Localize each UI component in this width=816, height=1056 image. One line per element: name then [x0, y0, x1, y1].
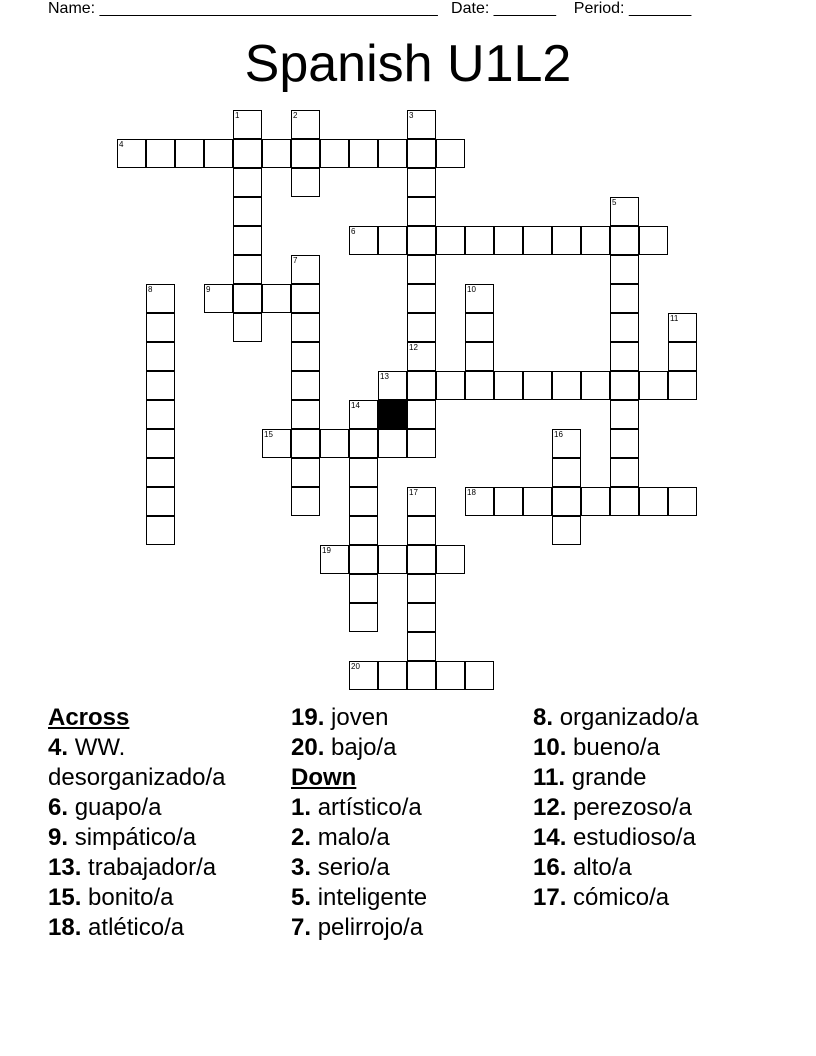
grid-cell[interactable] [407, 284, 436, 313]
clues-column-1 [48, 703, 298, 943]
grid-cell[interactable] [204, 139, 233, 168]
grid-cell[interactable] [581, 371, 610, 400]
grid-cell[interactable] [610, 400, 639, 429]
grid-cell[interactable] [146, 458, 175, 487]
clue-across-18: 18. atlético/a [48, 914, 185, 941]
cell-number: 17 [409, 488, 418, 497]
cell-number: 16 [554, 430, 563, 439]
grid-cell[interactable] [407, 603, 436, 632]
grid-cell[interactable] [523, 226, 552, 255]
clue-down-2: 2. malo/a [291, 824, 390, 851]
black-cell [378, 400, 407, 429]
grid-cell[interactable] [291, 487, 320, 516]
grid-cell[interactable] [610, 371, 639, 400]
grid-cell[interactable] [233, 110, 262, 139]
grid-cell[interactable] [146, 313, 175, 342]
grid-cell[interactable] [465, 487, 494, 516]
grid-cell[interactable] [407, 226, 436, 255]
grid-cell[interactable] [465, 226, 494, 255]
grid-cell[interactable] [291, 110, 320, 139]
grid-cell[interactable] [436, 226, 465, 255]
grid-cell[interactable] [668, 313, 697, 342]
grid-cell[interactable] [291, 342, 320, 371]
grid-cell[interactable] [581, 487, 610, 516]
grid-cell[interactable] [610, 458, 639, 487]
grid-cell[interactable] [146, 284, 175, 313]
clues-column-2 [291, 703, 541, 943]
grid-cell[interactable] [494, 371, 523, 400]
clue-across-15: 15. bonito/a [48, 884, 174, 911]
grid-cell[interactable] [233, 197, 262, 226]
clue-down-10: 10. bueno/a [533, 734, 660, 761]
cell-number: 12 [409, 343, 418, 352]
clue-down-7: 7. pelirrojo/a [291, 914, 424, 941]
grid-cell[interactable] [407, 168, 436, 197]
grid-cell[interactable] [349, 516, 378, 545]
clue-across-4: 4. WW. desorganizado/a [48, 734, 226, 791]
grid-cell[interactable] [407, 429, 436, 458]
grid-cell[interactable] [146, 429, 175, 458]
grid-cell[interactable] [465, 284, 494, 313]
across-heading: Across [48, 704, 130, 731]
grid-cell[interactable] [610, 197, 639, 226]
clue-across-6: 6. guapo/a [48, 794, 162, 821]
grid-cell[interactable] [204, 284, 233, 313]
grid-cell[interactable] [465, 342, 494, 371]
grid-cell[interactable] [494, 226, 523, 255]
cell-number: 6 [351, 227, 356, 236]
grid-cell[interactable] [407, 197, 436, 226]
grid-cell[interactable] [146, 487, 175, 516]
grid-cell[interactable] [436, 139, 465, 168]
grid-cell[interactable] [407, 371, 436, 400]
grid-cell[interactable] [436, 661, 465, 690]
grid-cell[interactable] [378, 661, 407, 690]
clue-down-1: 1. artístico/a [291, 794, 422, 821]
clue-down-3: 3. serio/a [291, 854, 390, 881]
cell-number: 14 [351, 401, 360, 410]
clue-down-8: 8. organizado/a [533, 704, 699, 731]
name-date-period-line: Name: ______________________________________ Date: _______ Period: _______ [48, 0, 692, 17]
cell-number: 5 [612, 198, 617, 207]
grid-cell[interactable] [407, 110, 436, 139]
grid-cell[interactable] [291, 400, 320, 429]
grid-cell[interactable] [552, 458, 581, 487]
grid-cell[interactable] [668, 371, 697, 400]
cell-number: 20 [351, 662, 360, 671]
grid-cell[interactable] [349, 458, 378, 487]
clue-down-12: 12. perezoso/a [533, 794, 692, 821]
grid-cell[interactable] [320, 139, 349, 168]
grid-cell[interactable] [465, 313, 494, 342]
grid-cell[interactable] [291, 284, 320, 313]
grid-cell[interactable] [262, 139, 291, 168]
grid-cell[interactable] [552, 487, 581, 516]
grid-cell[interactable] [552, 226, 581, 255]
grid-cell[interactable] [146, 342, 175, 371]
grid-cell[interactable] [349, 545, 378, 574]
grid-cell[interactable] [436, 545, 465, 574]
clue-across-20: 20. bajo/a [291, 734, 397, 761]
grid-cell[interactable] [291, 168, 320, 197]
grid-cell[interactable] [639, 371, 668, 400]
grid-cell[interactable] [581, 226, 610, 255]
cell-number: 7 [293, 256, 298, 265]
grid-cell[interactable] [233, 226, 262, 255]
grid-cell[interactable] [407, 400, 436, 429]
grid-cell[interactable] [552, 516, 581, 545]
grid-cell[interactable] [262, 284, 291, 313]
grid-cell[interactable] [233, 255, 262, 284]
clue-down-14: 14. estudioso/a [533, 824, 696, 851]
down-heading: Down [291, 764, 357, 791]
clue-down-16: 16. alto/a [533, 854, 632, 881]
grid-cell[interactable] [523, 487, 552, 516]
grid-cell[interactable] [610, 429, 639, 458]
grid-cell[interactable] [407, 661, 436, 690]
grid-cell[interactable] [407, 545, 436, 574]
grid-cell[interactable] [465, 661, 494, 690]
grid-cell[interactable] [291, 313, 320, 342]
grid-cell[interactable] [349, 429, 378, 458]
cell-number: 10 [467, 285, 476, 294]
cell-number: 19 [322, 546, 331, 555]
grid-cell[interactable] [291, 429, 320, 458]
clue-down-17: 17. cómico/a [533, 884, 670, 911]
grid-cell[interactable] [146, 371, 175, 400]
grid-cell[interactable] [291, 371, 320, 400]
grid-cell[interactable] [407, 632, 436, 661]
grid-cell[interactable] [610, 487, 639, 516]
grid-cell[interactable] [407, 255, 436, 284]
grid-cell[interactable] [291, 458, 320, 487]
grid-cell[interactable] [552, 371, 581, 400]
grid-cell[interactable] [233, 313, 262, 342]
cell-number: 11 [670, 314, 679, 323]
grid-cell[interactable] [610, 342, 639, 371]
grid-cell[interactable] [407, 139, 436, 168]
grid-cell[interactable] [262, 429, 291, 458]
grid-cell[interactable] [378, 226, 407, 255]
grid-cell[interactable] [523, 371, 552, 400]
grid-cell[interactable] [349, 139, 378, 168]
grid-cell[interactable] [146, 400, 175, 429]
clue-down-11: 11. grande [533, 764, 647, 791]
grid-cell[interactable] [233, 139, 262, 168]
grid-cell[interactable] [610, 226, 639, 255]
grid-cell[interactable] [407, 574, 436, 603]
grid-cell[interactable] [407, 342, 436, 371]
grid-cell[interactable] [610, 284, 639, 313]
clue-across-13: 13. trabajador/a [48, 854, 217, 881]
clues-column-3 [533, 703, 783, 913]
clue-across-19: 19. joven [291, 704, 389, 731]
grid-cell[interactable] [291, 255, 320, 284]
grid-cell[interactable] [668, 487, 697, 516]
grid-cell[interactable] [552, 429, 581, 458]
cell-number: 15 [264, 430, 273, 439]
grid-cell[interactable] [668, 342, 697, 371]
grid-cell[interactable] [639, 487, 668, 516]
grid-cell[interactable] [233, 284, 262, 313]
grid-cell[interactable] [146, 516, 175, 545]
grid-cell[interactable] [349, 603, 378, 632]
clue-down-5: 5. inteligente [291, 884, 428, 911]
cell-number: 8 [148, 285, 153, 294]
grid-cell[interactable] [378, 545, 407, 574]
page-title: Spanish U1L2 [244, 35, 572, 93]
grid-cell[interactable] [494, 487, 523, 516]
grid-cell[interactable] [146, 139, 175, 168]
grid-cell[interactable] [639, 226, 668, 255]
cell-number: 1 [235, 111, 240, 120]
grid-cell[interactable] [175, 139, 204, 168]
cell-number: 9 [206, 285, 211, 294]
grid-cell[interactable] [378, 371, 407, 400]
grid-cell[interactable] [465, 371, 494, 400]
grid-cell[interactable] [349, 661, 378, 690]
grid-cell[interactable] [378, 139, 407, 168]
grid-cell[interactable] [117, 139, 146, 168]
grid-cell[interactable] [407, 487, 436, 516]
cell-number: 18 [467, 488, 476, 497]
grid-cell[interactable] [407, 313, 436, 342]
grid-cell[interactable] [320, 545, 349, 574]
cell-number: 3 [409, 111, 414, 120]
clue-across-9: 9. simpático/a [48, 824, 197, 851]
cell-number: 4 [119, 140, 124, 149]
grid-cell[interactable] [610, 313, 639, 342]
grid-cell[interactable] [407, 516, 436, 545]
grid-cell[interactable] [291, 139, 320, 168]
grid-cell[interactable] [349, 574, 378, 603]
grid-cell[interactable] [349, 400, 378, 429]
grid-cell[interactable] [320, 429, 349, 458]
grid-cell[interactable] [233, 168, 262, 197]
grid-cell[interactable] [610, 255, 639, 284]
grid-cell[interactable] [378, 429, 407, 458]
grid-cell[interactable] [436, 371, 465, 400]
grid-cell[interactable] [349, 487, 378, 516]
cell-number: 13 [380, 372, 389, 381]
cell-number: 2 [293, 111, 298, 120]
grid-cell[interactable] [349, 226, 378, 255]
